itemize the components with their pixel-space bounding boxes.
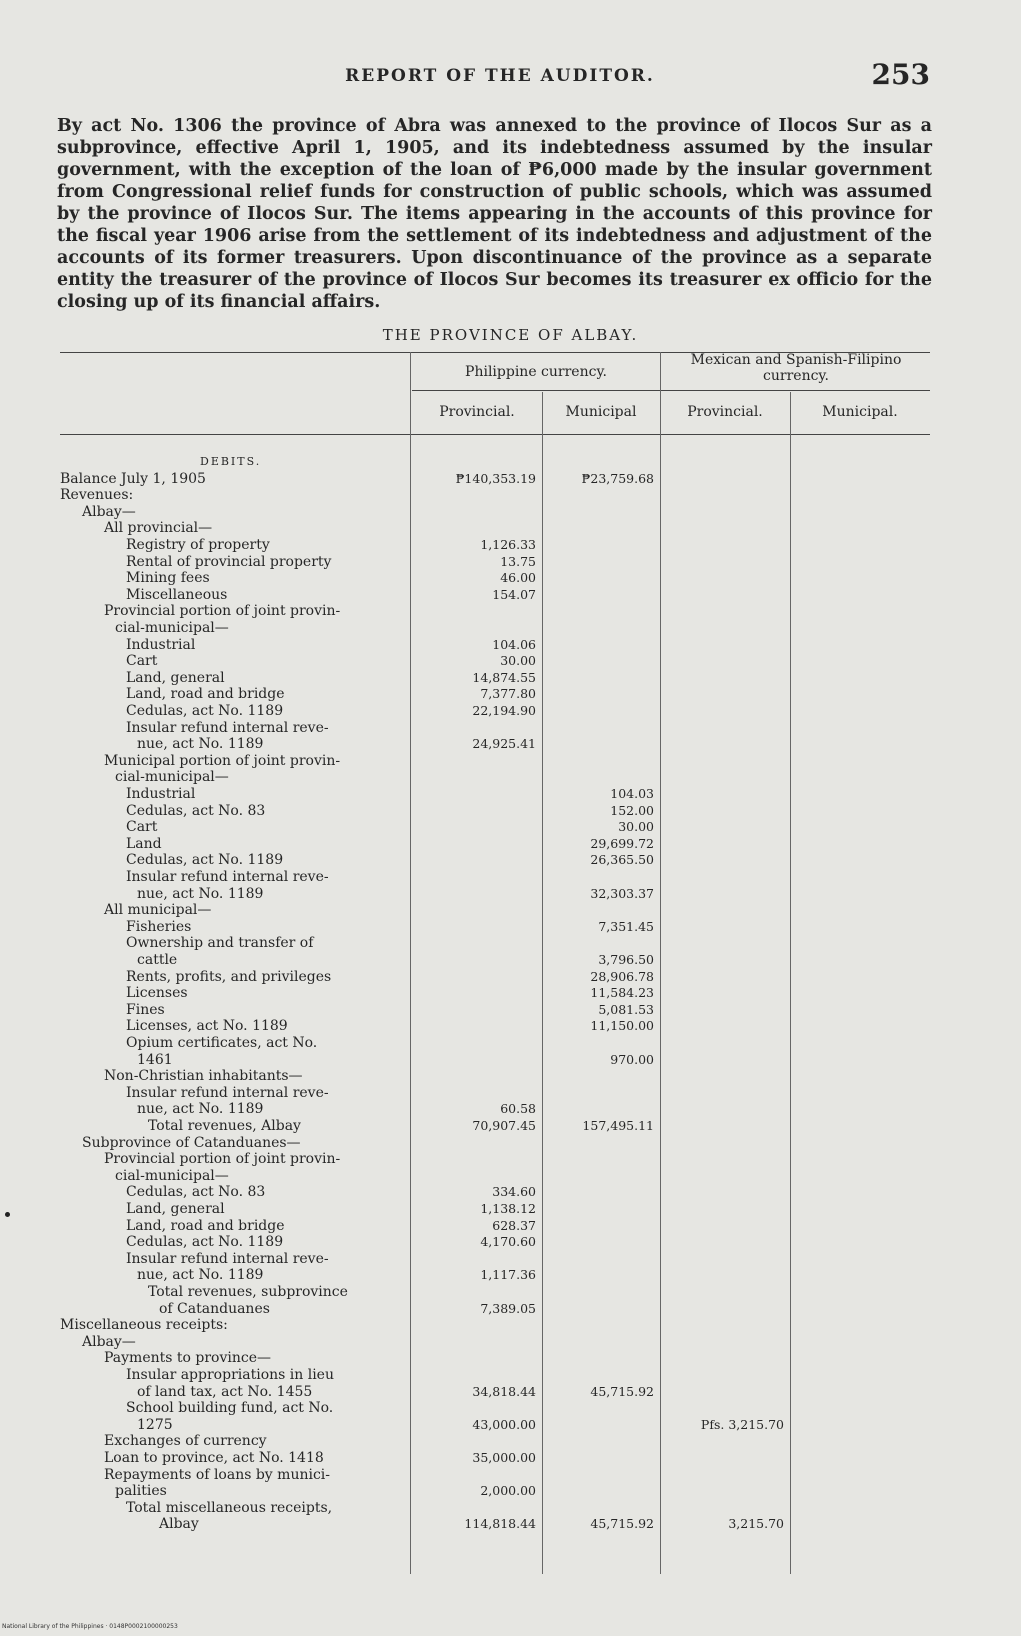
table-row bbox=[60, 1267, 930, 1283]
row-value: 14,874.55 bbox=[472, 669, 536, 685]
column-header: Municipal bbox=[565, 404, 637, 420]
row-label: Non-Christian inhabitants— bbox=[104, 1068, 303, 1085]
row-value: 29,699.72 bbox=[590, 835, 654, 851]
table-row bbox=[60, 1384, 930, 1400]
table-row bbox=[60, 537, 930, 553]
row-label: Licenses, act No. 1189 bbox=[126, 1018, 288, 1035]
page-number: 253 bbox=[871, 58, 930, 91]
row-label: Total miscellaneous receipts, bbox=[126, 1499, 333, 1516]
table-row bbox=[60, 1018, 930, 1034]
row-label: Albay bbox=[159, 1516, 199, 1533]
row-value: 30.00 bbox=[618, 819, 654, 835]
table-row bbox=[60, 969, 930, 985]
row-label: Miscellaneous receipts: bbox=[60, 1317, 228, 1334]
row-label: Balance July 1, 1905 bbox=[60, 470, 206, 487]
table-row bbox=[60, 1135, 930, 1151]
row-label: Provincial portion of joint provin- bbox=[104, 1151, 341, 1168]
group-header-rule bbox=[412, 390, 930, 391]
table-row bbox=[60, 603, 930, 619]
row-value: 24,925.41 bbox=[472, 736, 536, 752]
row-label: Cedulas, act No. 83 bbox=[126, 802, 266, 819]
header-bottom-rule bbox=[60, 434, 930, 435]
row-label: palities bbox=[115, 1483, 167, 1500]
margin-mark bbox=[5, 1212, 10, 1217]
table-row bbox=[60, 985, 930, 1001]
running-header bbox=[60, 58, 940, 98]
table-row bbox=[60, 471, 930, 487]
row-value: 4,170.60 bbox=[480, 1234, 536, 1250]
table-row bbox=[60, 1450, 930, 1466]
row-label: cattle bbox=[137, 952, 178, 968]
row-label: Rents, profits, and privileges bbox=[126, 968, 332, 985]
row-label: Provincial portion of joint provin- bbox=[104, 603, 341, 620]
row-label: All municipal— bbox=[104, 902, 212, 919]
row-label: Land, general bbox=[126, 669, 225, 686]
row-value: 334.60 bbox=[492, 1184, 536, 1200]
row-value: 1,126.33 bbox=[480, 537, 536, 552]
row-label: Land, road and bridge bbox=[126, 1217, 285, 1234]
row-label: Opium certificates, act No. bbox=[126, 1035, 318, 1051]
table-row bbox=[60, 736, 930, 752]
table-row bbox=[60, 1151, 930, 1167]
row-label: Cart bbox=[126, 819, 158, 836]
table-row bbox=[60, 720, 930, 736]
row-value: 34,818.44 bbox=[472, 1383, 536, 1399]
row-value: 970.00 bbox=[610, 1051, 654, 1067]
table-row bbox=[60, 886, 930, 902]
row-label: Land, road and bridge bbox=[126, 686, 285, 703]
row-label: Albay— bbox=[82, 503, 136, 520]
intro-paragraph: By act No. 1306 the province of Abra was annexed to the province of Ilocos Sur as a subprovince, effective April 1, 1905, and its indebtedness assumed by the insular government, with the exception of the loan of ₱6,000 made by the insular government from Congressional relief funds for construction of public schools, which was assumed by the province of Ilocos Sur. The items appearing in the accounts of this province for the fiscal year 1906 arise from the settlement of its indebtedness and adjustment of the accounts of its former treasurers. Upon discontinuance of the province as a separate entity the treasurer of the province of Ilocos Sur becomes its treasurer ex officio for the closing up of its financial affairs. bbox=[57, 116, 932, 312]
row-label: Cedulas, act No. 1189 bbox=[126, 1234, 284, 1251]
row-label: Ownership and transfer of bbox=[126, 935, 314, 952]
table-row bbox=[60, 504, 930, 520]
row-label: nue, act No. 1189 bbox=[137, 1267, 264, 1284]
table-row bbox=[60, 1317, 930, 1333]
running-title: REPORT OF THE AUDITOR. bbox=[345, 66, 655, 86]
table-row bbox=[60, 836, 930, 852]
table-row bbox=[60, 1467, 930, 1483]
row-label: Industrial bbox=[126, 786, 196, 802]
row-label: cial-municipal— bbox=[115, 769, 229, 786]
table-row bbox=[60, 1068, 930, 1084]
row-label: Cart bbox=[126, 653, 158, 670]
row-label: Licenses bbox=[126, 985, 188, 1002]
row-label: Subprovince of Catanduanes— bbox=[82, 1134, 301, 1151]
table-row bbox=[60, 1184, 930, 1200]
table-row bbox=[60, 554, 930, 570]
table-row bbox=[60, 637, 930, 653]
row-value: 45,715.92 bbox=[590, 1516, 654, 1532]
row-label: Insular refund internal reve- bbox=[126, 869, 329, 885]
row-value: 157,495.11 bbox=[582, 1118, 654, 1133]
table-row bbox=[60, 1085, 930, 1101]
row-value: 13.75 bbox=[500, 553, 536, 569]
row-label: cial-municipal— bbox=[115, 620, 229, 636]
row-value: 32,303.37 bbox=[590, 885, 654, 901]
table-row bbox=[60, 520, 930, 536]
table-row bbox=[60, 1168, 930, 1184]
table-row bbox=[60, 803, 930, 819]
row-value: 11,584.23 bbox=[590, 985, 654, 1001]
table-row bbox=[60, 786, 930, 802]
table-row bbox=[60, 1350, 930, 1366]
row-label: 1275 bbox=[137, 1416, 173, 1433]
row-label: Municipal portion of joint provin- bbox=[104, 752, 341, 769]
row-value: 2,000.00 bbox=[480, 1483, 536, 1499]
table-row bbox=[60, 1101, 930, 1117]
row-label: Loan to province, act No. 1418 bbox=[104, 1450, 324, 1466]
group-header-philippine: Philippine currency. bbox=[465, 364, 607, 380]
row-label: Land, general bbox=[126, 1201, 225, 1217]
row-label: Exchanges of currency bbox=[104, 1433, 267, 1450]
row-label: Cedulas, act No. 1189 bbox=[126, 703, 284, 719]
table-row bbox=[60, 653, 930, 669]
row-value: 154.07 bbox=[492, 586, 536, 602]
table-row bbox=[60, 1002, 930, 1018]
row-value: 628.37 bbox=[492, 1217, 536, 1233]
table-row bbox=[60, 852, 930, 868]
table-row bbox=[60, 1201, 930, 1217]
column-header: Provincial. bbox=[439, 404, 515, 420]
row-label: cial-municipal— bbox=[115, 1167, 229, 1184]
row-label: School building fund, act No. bbox=[126, 1400, 334, 1417]
row-value: 3,215.70 bbox=[728, 1516, 784, 1532]
row-value: ₱23,759.68 bbox=[581, 470, 654, 486]
row-label: Payments to province— bbox=[104, 1350, 272, 1367]
row-value: 35,000.00 bbox=[472, 1450, 536, 1465]
row-value: 22,194.90 bbox=[472, 703, 536, 718]
row-value: ₱140,353.19 bbox=[455, 470, 536, 486]
row-label: Insular refund internal reve- bbox=[126, 1084, 329, 1101]
row-value: 7,389.05 bbox=[480, 1300, 536, 1316]
table-row bbox=[60, 670, 930, 686]
table-row bbox=[60, 1251, 930, 1267]
row-label: Rental of provincial property bbox=[126, 553, 332, 570]
row-label: Insular appropriations in lieu bbox=[126, 1367, 334, 1383]
table-row bbox=[60, 1218, 930, 1234]
table-row bbox=[60, 1516, 930, 1532]
table-row bbox=[60, 919, 930, 935]
table-row bbox=[60, 1483, 930, 1499]
row-label: Insular refund internal reve- bbox=[126, 719, 329, 736]
row-value: 104.03 bbox=[610, 786, 654, 801]
row-label: Industrial bbox=[126, 636, 196, 653]
row-value: 114,818.44 bbox=[464, 1516, 536, 1532]
table-row bbox=[60, 587, 930, 603]
table-row bbox=[60, 1234, 930, 1250]
row-value: 30.00 bbox=[500, 653, 536, 669]
row-value: 1,138.12 bbox=[480, 1201, 536, 1216]
row-label: Albay— bbox=[82, 1333, 136, 1350]
row-label: Mining fees bbox=[126, 570, 210, 587]
table-row bbox=[60, 1301, 930, 1317]
table-row bbox=[60, 620, 930, 636]
table-row bbox=[60, 703, 930, 719]
row-label: DEBITS. bbox=[200, 455, 262, 468]
table-row bbox=[60, 1400, 930, 1416]
table-row bbox=[60, 753, 930, 769]
row-label: nue, act No. 1189 bbox=[137, 1101, 264, 1118]
table-row bbox=[60, 454, 930, 470]
row-value: 5,081.53 bbox=[598, 1001, 654, 1017]
table-row bbox=[60, 1284, 930, 1300]
row-label: All provincial— bbox=[104, 520, 213, 537]
row-label: Land bbox=[126, 835, 162, 852]
row-label: nue, act No. 1189 bbox=[137, 885, 264, 902]
row-value: 3,796.50 bbox=[598, 952, 654, 967]
row-value: 104.06 bbox=[492, 636, 536, 652]
table-row bbox=[60, 952, 930, 968]
row-label: Fisheries bbox=[126, 918, 192, 935]
row-label: of Catanduanes bbox=[159, 1300, 270, 1317]
row-value: 11,150.00 bbox=[590, 1018, 654, 1034]
row-value: 152.00 bbox=[610, 802, 654, 818]
column-header: Provincial. bbox=[687, 404, 763, 420]
row-label: nue, act No. 1189 bbox=[137, 736, 264, 753]
row-value: Pfs. 3,215.70 bbox=[700, 1416, 784, 1432]
row-label: Cedulas, act No. 1189 bbox=[126, 852, 284, 869]
table-row bbox=[60, 902, 930, 918]
table-row bbox=[60, 1500, 930, 1516]
table-row bbox=[60, 1052, 930, 1068]
table-row bbox=[60, 1334, 930, 1350]
table-row bbox=[60, 686, 930, 702]
table-row bbox=[60, 819, 930, 835]
group-header-mexican: Mexican and Spanish-Filipino currency. bbox=[690, 352, 902, 384]
row-value: 45,715.92 bbox=[590, 1383, 654, 1399]
row-label: Fines bbox=[126, 1001, 165, 1018]
row-label: Registry of property bbox=[126, 537, 270, 553]
column-header: Municipal. bbox=[822, 404, 898, 420]
row-value: 26,365.50 bbox=[590, 852, 654, 868]
scan-footer-note: National Library of the Philippines · 0148P0002100000253 bbox=[2, 1623, 178, 1630]
row-value: 28,906.78 bbox=[590, 968, 654, 984]
table-row bbox=[60, 1367, 930, 1383]
row-label: Total revenues, subprovince bbox=[148, 1284, 348, 1300]
table-row bbox=[60, 869, 930, 885]
row-label: 1461 bbox=[137, 1051, 173, 1068]
row-value: 1,117.36 bbox=[480, 1267, 536, 1283]
row-label: Revenues: bbox=[60, 487, 134, 504]
row-label: Cedulas, act No. 83 bbox=[126, 1184, 266, 1201]
table-row bbox=[60, 1035, 930, 1051]
row-label: Insular refund internal reve- bbox=[126, 1250, 329, 1267]
row-value: 43,000.00 bbox=[472, 1416, 536, 1432]
table-row bbox=[60, 935, 930, 951]
section-title: THE PROVINCE OF ALBAY. bbox=[382, 326, 639, 344]
row-value: 70,907.45 bbox=[472, 1118, 536, 1133]
row-label: of land tax, act No. 1455 bbox=[137, 1383, 313, 1400]
table-row bbox=[60, 1433, 930, 1449]
table-row bbox=[60, 487, 930, 503]
table-row bbox=[60, 570, 930, 586]
row-label: Total revenues, Albay bbox=[148, 1118, 301, 1134]
table-row bbox=[60, 769, 930, 785]
table-row bbox=[60, 1118, 930, 1134]
row-value: 60.58 bbox=[500, 1101, 536, 1117]
row-value: 46.00 bbox=[500, 570, 536, 586]
table-row bbox=[60, 1417, 930, 1433]
row-value: 7,377.80 bbox=[480, 686, 536, 702]
row-value: 7,351.45 bbox=[598, 918, 654, 934]
row-label: Miscellaneous bbox=[126, 586, 228, 603]
accounts-table bbox=[60, 352, 930, 1574]
row-label: Repayments of loans by munici- bbox=[104, 1466, 331, 1483]
